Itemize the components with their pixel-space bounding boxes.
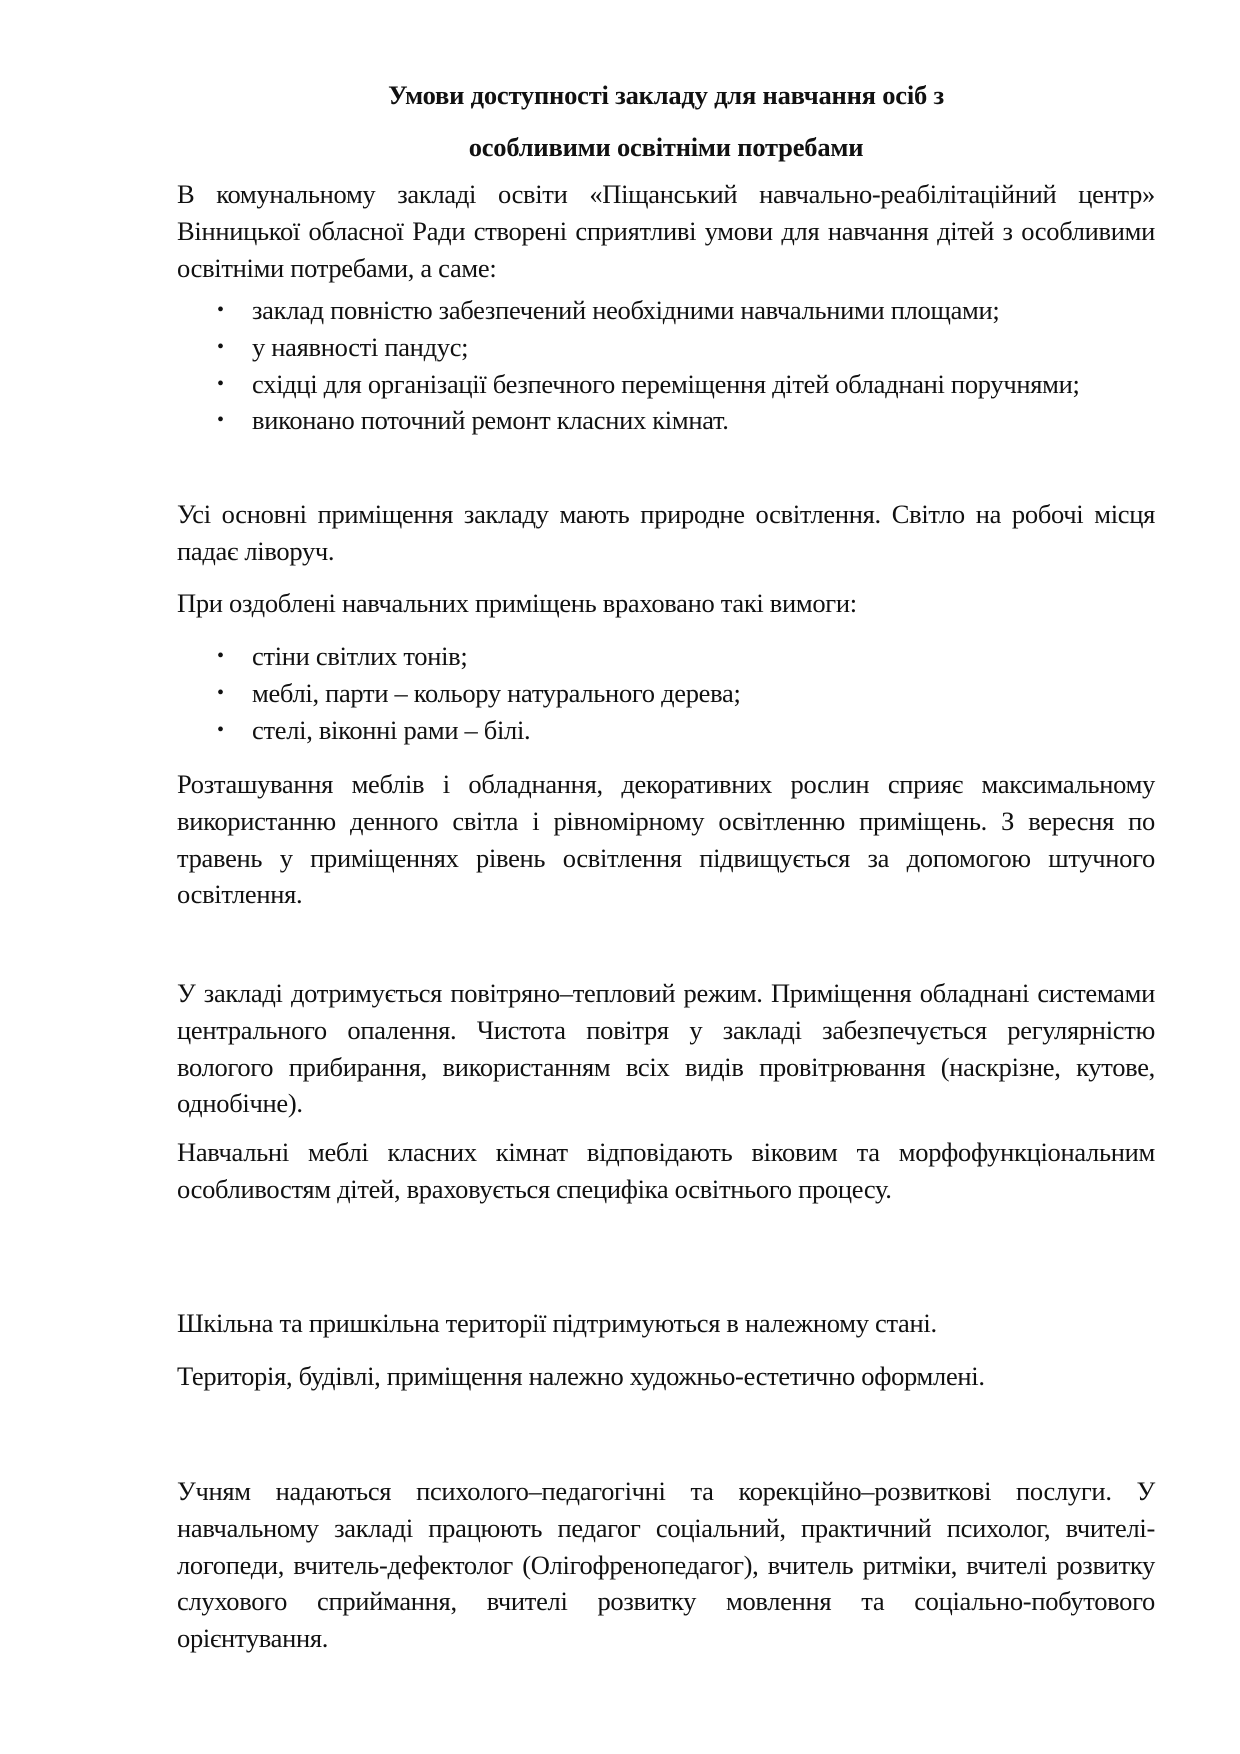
air-thermal-paragraph: У закладі дотримується повітряно–тепловий режим. Приміщення обладнані системами центрального опалення. Чистота повітря у закладі забезпечується регулярністю вологого прибирання, використанням всіх видів провітрювання (наскрізне, кутове, однобічне). [177,978,1155,1119]
bullet-icon: • [217,299,224,321]
bullet-icon: • [217,645,224,667]
list-item-text: заклад повністю забезпечений необхідними навчальними площами; [252,295,1000,325]
list-item-text: у наявності пандус; [252,331,469,362]
list-item [177,638,1155,675]
conditions-list [177,292,1155,439]
decoration-intro: При оздоблені навчальних приміщень враховано такі вимоги: [177,588,857,618]
territory-paragraph: Шкільна та пришкільна території підтримуються в належному стані. [177,1308,937,1338]
intro-paragraph: В комунальному закладі освіти «Піщанський навчально-реабілітаційний центр» Вінницької обласної Ради створені сприятливі умови для навчання дітей з особливими освітніми потребами, а саме: [177,179,1155,283]
furniture-paragraph: Навчальні меблі класних кімнат відповідають віковим та морфофункціональним особливостям дітей, враховується специфіка освітнього процесу. [177,1137,1155,1204]
document-title-line-1: Умови доступності закладу для навчання осіб з [388,80,944,110]
furniture-placement-paragraph: Розташування меблів і обладнання, декоративних рослин сприяє максимальному використанню денного світла і рівномірному освітленню приміщень. З вересня по травень у приміщеннях рівень освітлення підвищується за допомогою штучного освітлення. [177,769,1155,910]
bullet-icon: • [217,718,224,741]
list-item-text: східці для організації безпечного переміщення дітей обладнані поручнями; [252,368,1080,399]
design-paragraph: Територія, будівлі, приміщення належно художньо-естетично оформлені. [177,1361,985,1391]
list-item [177,675,1155,712]
bullet-icon: • [217,372,224,395]
list-item-text: меблі, парти – кольору натурального дерева; [252,677,741,708]
list-item [177,329,1155,366]
bullet-icon: • [217,409,224,432]
list-item-text: стіни світлих тонів; [252,641,468,671]
list-item [177,292,1155,329]
list-item [177,402,1155,439]
services-paragraph: Учням надаються психолого–педагогічні та корекційно–розвиткові послуги. У навчальному закладі працюють педагог соціальний, практичний психолог, вчителі-логопеди, вчитель-дефектолог (Олігофренопедагог), вчитель ритміки, вчителі розвитку слухового сприймання, вчителі розвитку мовлення та соціально-побутового орієнтування. [177,1476,1155,1654]
bullet-icon: • [217,681,224,704]
decoration-list [177,638,1155,748]
bullet-icon: • [217,335,224,358]
list-item-text: стелі, віконні рами – білі. [252,714,531,745]
list-item-text: виконано поточний ремонт класних кімнат. [252,405,729,436]
list-item [177,712,1155,749]
lighting-paragraph: Усі основні приміщення закладу мають природне освітлення. Світло на робочі місця падає ліворуч. [177,499,1155,566]
list-item [177,366,1155,403]
document-title-line-2: особливими освітніми потребами [468,132,864,162]
